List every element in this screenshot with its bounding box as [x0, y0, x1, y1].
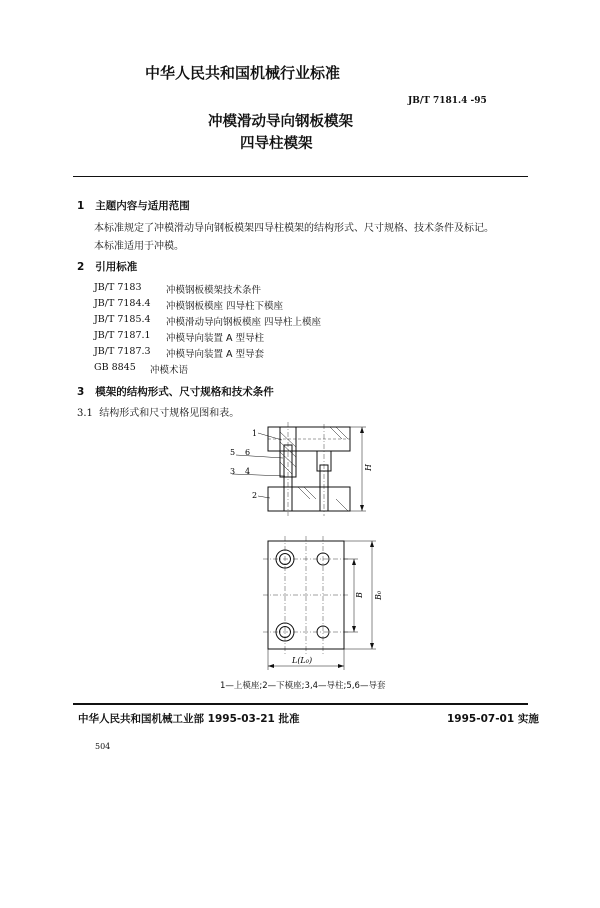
callout-label: 2 [252, 491, 258, 500]
reference-name: 冲模钢板模座 四导柱下模座 [166, 301, 284, 312]
org-title: 中华人民共和国机械行业标准 [145, 64, 341, 82]
section-number: 2 [77, 261, 85, 273]
dimension-label-l: L(L₀) [292, 656, 313, 665]
callout-label: 1 [252, 429, 258, 438]
document-title: 冲模滑动导向钢板模架 [208, 114, 353, 130]
section-title: 主题内容与适用范围 [95, 200, 190, 212]
callout-label: 5 [230, 448, 236, 457]
section-1-paragraph-1: 本标准规定了冲模滑动导向钢板模架四导柱模架的结构形式、尺寸规格、技术条件及标记。 [94, 223, 494, 234]
dimension-label-b: B [355, 592, 364, 598]
figure-caption: 1—上模座;2—下模座;3,4—导柱;5,6—导套 [220, 681, 386, 691]
footer-rule [73, 703, 528, 705]
section-number: 3.1 [77, 408, 93, 419]
callout-label: 4 [245, 467, 251, 476]
section-1-paragraph-2: 本标准适用于冲模。 [94, 241, 184, 252]
reference-code: GB 8845 [94, 362, 136, 373]
reference-name: 冲模导向装置 A 型导套 [166, 349, 265, 360]
section-title: 引用标准 [95, 261, 138, 273]
reference-code: JB/T 7183 [94, 282, 142, 293]
reference-name: 冲模滑动导向钢板模座 四导柱上模座 [166, 317, 322, 328]
section-title: 模架的结构形式、尺寸规格和技术条件 [95, 386, 274, 398]
lower-die-holder [268, 487, 350, 511]
section-number: 3 [77, 386, 85, 398]
section-number: 1 [77, 200, 85, 212]
approval-statement: 中华人民共和国机械工业部 1995-03-21 批准 [78, 713, 300, 725]
reference-code: JB/T 7185.4 [94, 314, 151, 325]
dimension-label-b0: B₀ [374, 590, 383, 600]
reference-code: JB/T 7184.4 [94, 298, 151, 309]
reference-name: 冲模导向装置 A 型导柱 [166, 333, 265, 344]
callout-label: 3 [230, 467, 236, 476]
implementation-date: 1995-07-01 实施 [447, 713, 539, 725]
standard-code: JB/T 7181.4 -95 [408, 96, 487, 106]
document-subtitle: 四导柱模架 [240, 136, 313, 152]
reference-code: JB/T 7187.3 [94, 346, 151, 357]
reference-name: 冲模钢板模架技术条件 [166, 285, 262, 296]
section-text: 结构形式和尺寸规格见图和表。 [99, 408, 240, 419]
page-number: 504 [95, 742, 111, 751]
top-view [263, 536, 376, 670]
reference-code: JB/T 7187.1 [94, 330, 151, 341]
callout-label: 6 [245, 448, 251, 457]
dimension-label-h: H [364, 464, 373, 471]
reference-name: 冲模术语 [150, 365, 189, 376]
